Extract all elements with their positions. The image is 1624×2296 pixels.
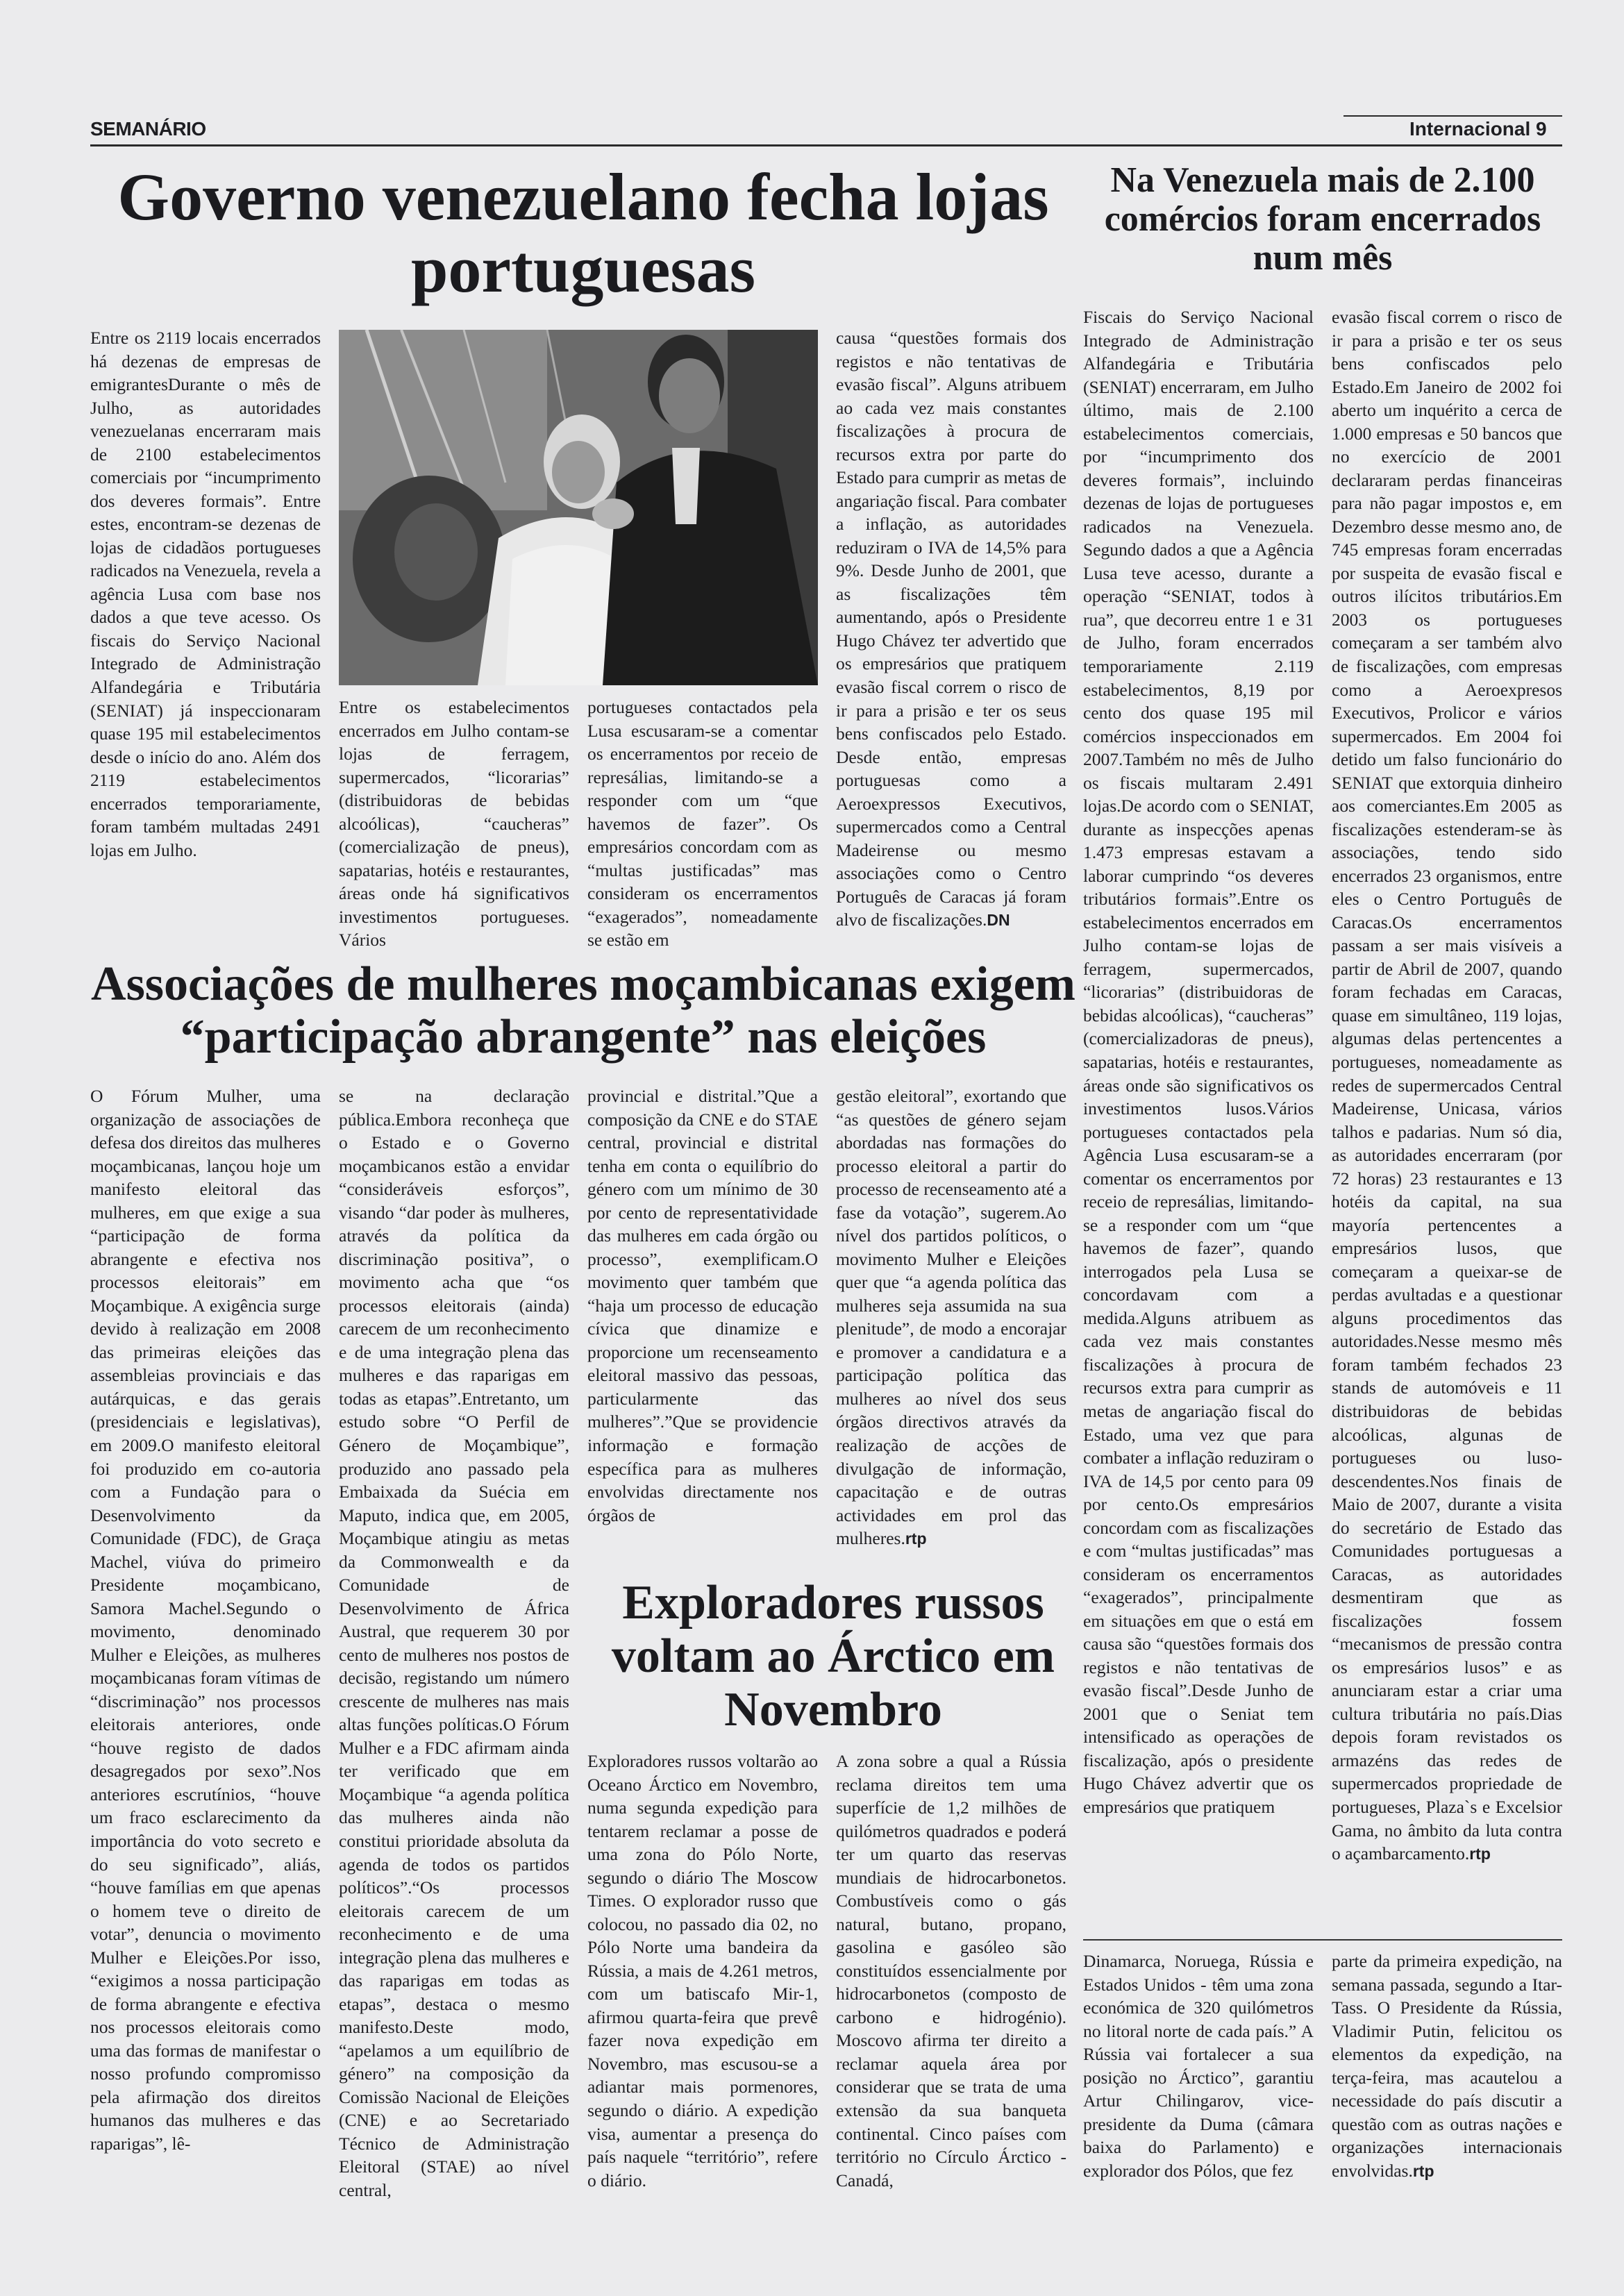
photo-illustration: [339, 330, 818, 685]
article-venezuela-text-3: portugueses contactados pela Lusa escusaram-se a comentar os encerramentos por receio de represálias, limitando-se a responder com um “que havemos de fazer”. Os empresários concordam com as “multas justificadas” mas consideram os encerramentos “exagerados”, nomeadamente se estão em: [587, 697, 818, 950]
article-mozambique-text-4-body: gestão eleitoral”, exortando que “as questões de género sejam abordadas nas formações do processo eleitoral a partir do processo de recenseamento até a fase da votação”, sugerem.Ao nível dos partidos políticos, o movimento Mulher e Eleições quer que “a agenda política das mulheres seja assumida na sua plenitude”, de modo a encorajar e promover a candidatura e a participação política das mulheres ao nível dos seus órgãos directivos através da realização de acções de divulgação de informação, capacitação e de outras actividades em prol das mulheres.: [836, 1086, 1066, 1549]
article-arctic-signature: rtp: [1412, 2161, 1434, 2180]
article-arctic-column-3: [1083, 1950, 1314, 2182]
article-mozambique-text-3: provincial e distrital.”Que a composição da CNE e do STAE central, provincial e distrital tenha em conta o equilíbrio do género com um mínimo de 30 por cento de representatividade das mulheres em cada órgão ou processo”, exemplificam.O movimento quer também que “haja um processo de educação cívica que dinamize e proporcione um recenseamento eleitoral massivo das pessoas, particularmente das mulheres”.”Que se providencie informação e formação específica para as mulheres envolvidas directamente nos órgãos de: [587, 1086, 818, 1525]
article-venezuela-sidebar-column-1: [1083, 305, 1314, 1819]
article-venezuela-column-1: [90, 326, 321, 862]
article-venezuela-headline: Governo venezuelano fecha lojas portuguesas: [117, 160, 1049, 306]
article-venezuela-text-4-body: causa “questões formais dos registos e não tentativas de evasão fiscal”. Alguns atribuem ao cada vez mais constantes fiscalizações à procura de recursos extra por parte do Estado para cumprir as metas de angariação fiscal. Para combater a inflação, as autoridades reduziram o IVA de 14,5% para 9%. Desde Junho de 2001, que as fiscalizações têm aumentando, após o Presidente Hugo Chávez ter advertido que os empresários que pratiquem evasão fiscal correm o risco de ir para a prisão e ter os seus bens confiscados pelo Estado. Desde então, empresas portuguesas como a Aeroexpressos Executivos, supermercados como a Central Madeirense ou mesmo associações como o Centro Português de Caracas já foram alvo de fiscalizações.: [836, 328, 1066, 930]
news-photo: [339, 330, 818, 685]
article-venezuela-sidebar-text-2: [1332, 305, 1562, 1866]
article-venezuela-column-4: [836, 326, 1066, 932]
article-mozambique-headline: Associações de mulheres moçambicanas exigem “participação abrangente” nas eleições: [91, 957, 1075, 1064]
header-rule: [90, 144, 1562, 146]
article-venezuela-signature: DN: [987, 911, 1010, 930]
article-venezuela-sidebar-column-2: [1332, 305, 1562, 1866]
article-arctic-column-1: [587, 1750, 818, 2192]
article-venezuela-sidebar-headline: Na Venezuela mais de 2.100 comércios foram encerrados num mês: [1104, 160, 1541, 278]
article-venezuela-sidebar-text-2-body: evasão fiscal correm o risco de ir para a prisão e ter os seus bens confiscados pelo Estado.Em Janeiro de 2002 foi aberto um inquérito a cerca de 1.000 empresas e 50 bancos que no exercício de 2001 declararam perdas financeiras para não pagar impostos e, em Dezembro desse mesmo ano, de 745 empresas foram encerradas por suspeita de evasão fiscal e outros ilícitos tributários.Em 2003 os portugueses começaram a ser também alvo de fiscalizações, com empresas como a Aeroexpresos Executivos, Prolicor e vários supermercados. Em 2004 foi detido um falso funcionário do SENIAT que extorquia dinheiro aos comerciantes.Em 2005 as fiscalizações estenderam-se às associações, tendo sido encerrados 23 organismos, entre eles o Centro Português de Caracas.Os encerramentos passam a ser mais visíveis a partir de Abril de 2007, quando foram fechadas em Caracas, quase em simultâneo, 119 lojas, algumas delas pertencentes a portugueses, nomeadamente as redes de supermercados Central Madeirense, Unicasa, vários talhos e padarias. Num só dia, as autoridades encerraram (por 72 horas) 23 restaurantes e 13 hotéis da capital, na sua mayoría pertencentes a empresários lusos, que começaram a queixar-se de perdas avultadas e a questionar alguns procedimentos das autoridades.Nesse mesmo mês foram também fechados 23 stands de automóveis e 11 distribuidoras de bebidas alcoólicas, algunas de portugueses ou luso-descendentes.Nos finais de Maio de 2007, durante a visita do secretário de Estado das Comunidades portuguesas a Caracas, as autoridades desmentiram que as fiscalizações fossem “mecanismos de pressão contra os empresários lusos” e as anunciaram estar a criar uma cultura tributária no país.Dias depois foram revistados os armazéns das redes de supermercados propriedade de portugueses, Plaza`s e Excelsior Gama, no âmbito da luta contra o açambarcamento.: [1332, 307, 1562, 1864]
article-mozambique-column-4: [836, 1084, 1066, 1550]
article-arctic-text-4: [1332, 1950, 1562, 2182]
article-arctic-column-2: [836, 1750, 1066, 2192]
article-arctic-headline: Exploradores russos voltam ao Árctico em Novembro: [611, 1576, 1055, 1736]
article-arctic-column-4: [1332, 1950, 1562, 2182]
article-mozambique-text-1: O Fórum Mulher, uma organização de associações de defesa dos direitos das mulheres moçambicanas, lançou hoje um manifesto eleitoral das mulheres, em que exige a sua “participação de forma abrangente e efectiva nos processos eleitorais” em Moçambique. A exigência surge devido à realização em 2008 das primeiras eleições das assembleias provinciais e das autárquicas, e das gerais (presidenciais e legislativas), em 2009.O manifesto eleitoral foi produzido em co-autoria com a Fundação para o Desenvolvimento da Comunidade (FDC), de Graça Machel, viúva do primeiro Presidente moçambicano, Samora Machel.Segundo o movimento, denominado Mulher e Eleições, as mulheres moçambicanas foram vítimas de “discriminação” nos processos eleitorais anteriores, onde “houve registo de dados desagregados por sexo”.Nos anteriores escrutínios, “houve um fraco esclarecimento da importância do voto secreto e do seu significado”, aliás, “houve famílias em que apenas o homem teve o direito de votar”, denuncia o movimento Mulher e Eleições.Por isso, “exigimos a nossa participação de forma abrangente e efectiva nos processos eleitorais como uma das formas de manifestar o nosso profundo compromisso pela afirmação dos direitos humanos das mulheres e das raparigas”, lê-: [90, 1086, 321, 2154]
article-separator: [1083, 1939, 1562, 1941]
article-mozambique-column-1: [90, 1084, 321, 2155]
article-venezuela-text-1: Entre os 2119 locais encerrados há dezenas de empresas de emigrantesDurante o mês de Julho, as autoridades venezuelanas encerraram mais de 2100 estabelecimentos comerciais por “incumprimento dos deveres formais”. Entre estes, encontram-se dezenas de lojas de cidadãos portugueses radicados na Venezuela, revela a agência Lusa com base nos dados a que teve acesso. Os fiscais do Serviço Nacional Integrado de Administração Alfandegária e Tributária (SENIAT) já inspeccionaram quase 195 mil estabelecimentos desde o início do ano. Além dos 2119 estabelecimentos encerrados temporariamente, foram também multadas 2491 lojas em Julho.: [90, 328, 321, 860]
article-venezuela-sidebar-text-1: Fiscais do Serviço Nacional Integrado de Administração Alfandegária e Tributária (SENIAT) encerraram, em Julho último, mais de 2.100 estabelecimentos comerciais, por “incumprimento dos deveres formais”, incluindo dezenas de lojas de portugueses radicados na Venezuela. Segundo dados a que a Agência Lusa teve acesso, durante a operação “SENIAT, todos à rua”, que decorreu entre 1 e 31 de Julho, foram encerrados temporariamente 2.119 estabelecimentos, 8,19 por cento dos quase 195 mil comércios inspeccionados em 2007.Também no mês de Julho os fiscais multaram 2.491 lojas.De acordo com o SENIAT, durante as inspecções apenas 1.473 empresas estavam a laborar cumprindo “os deveres tributários formais”.Entre os estabelecimentos encerrados em Julho contam-se lojas de ferragem, supermercados, “licorarias” (distribuidoras de bebidas alcoólicas), “caucheras” (comercializadoras de pneus), sapatarias, hotéis e restaurantes, áreas onde são significativos os investimentos lusos.Vários portugueses contactados pela Agência Lusa escusaram-se a comentar os encerramentos por receio de represálias, limitando-se a responder com um “que havemos de fazer”, quando interrogados pela Lusa se concordavam com a medida.Alguns atribuem as cada vez mais constantes fiscalizações à procura de recursos extra para cumprir as metas de angariação fiscal do Estado, uma vez que para combater a inflação reduziram o IVA de 14,5 por cento para 09 por cento.Os empresários concordam com as fiscalizações e com “multas justificadas” mas consideram os encerramentos “exagerados”, principalmente em situações em que o está em causa são “questões formais dos registos e não tentativas de evasão fiscal”.Desde Junho de 2001 que o Seniat tem intensificado as operações de fiscalização, após o presidente Hugo Chávez advertir que os empresários que pratiquem: [1083, 307, 1314, 1817]
article-venezuela-column-2: [339, 696, 569, 952]
article-mozambique-column-2: [339, 1084, 569, 2202]
article-mozambique-column-3: [587, 1084, 818, 1527]
article-arctic-text-2: A zona sobre a qual a Rússia reclama direitos tem uma superfície de 1,2 milhões de quilómetros quadrados e poderá ter um quarto das reservas mundiais de hidrocarbonetos. Combustíveis como o gás natural, butano, propano, gasolina e gasóleo são constituídos essencialmente por hidrocarbonetos (composto de carbono e hidrogénio). Moscovo afirma ter direito a reclamar aquela área por considerar que se trata de uma extensão da sua banqueta continental. Cinco países com território no Círculo Árctico - Canadá,: [836, 1751, 1066, 2190]
article-mozambique-signature: rtp: [905, 1530, 927, 1548]
newspaper-section-label: SEMANÁRIO: [90, 118, 206, 140]
article-arctic-text-1: Exploradores russos voltarão ao Oceano Árctico em Novembro, numa segunda expedição para tentarem reclamar a posse de uma zona do Pólo Norte, segundo o diário The Moscow Times. O explorador russo que colocou, no passado dia 02, no Pólo Norte uma bandeira da Rússia, a mais de 4.261 metros, com um batiscafo Mir-1, afirmou quarta-feira que prevê fazer nova expedição em Novembro, mas escusou-se a adiantar mais pormenores, segundo o diário. A expedição visa, aumentar a presença do país naquele “território”, refere o diário.: [587, 1751, 818, 2190]
article-venezuela-sidebar-signature: rtp: [1469, 1845, 1491, 1863]
article-venezuela-column-3: [587, 696, 818, 952]
article-venezuela-text-4: [836, 326, 1066, 932]
header-rule-right: [1343, 115, 1562, 117]
article-mozambique-text-4: [836, 1084, 1066, 1550]
page-section-label: Internacional 9: [1409, 118, 1547, 140]
article-mozambique-text-2: se na declaração pública.Embora reconheça que o Estado e o Governo moçambicanos estão a envidar “consideráveis esforços”, visando “dar poder às mulheres, através da política da discriminação positiva”, o movimento acha que “os processos eleitorais (ainda) carecem de um reconhecimento e de uma integração plena das mulheres e das raparigas em todas as etapas”.Entretanto, um estudo sobre “O Perfil de Género de Moçambique”, produzido ano passado pela Embaixada da Suécia em Maputo, indica que, em 2005, Moçambique atingiu as metas da Commonwealth e da Comunidade de Desenvolvimento de África Austral, que requerem 30 por cento de mulheres nos postos de decisão, registando um número crescente de mulheres nas mais altas funções políticas.O Fórum Mulher e a FDC afirmam ainda ter verificado que em Moçambique “a agenda política das mulheres ainda não constitui prioridade absoluta da agenda de todos os partidos políticos”.“Os processos eleitorais carecem de um reconhecimento e de uma integração plena das mulheres e das raparigas em todas as etapas”, destaca o mesmo manifesto.Deste modo, “apelamos a um equilíbrio de género” na composição da Comissão Nacional de Eleições (CNE) e ao Secretariado Técnico de Administração Eleitoral (STAE) ao nível central,: [339, 1086, 569, 2200]
article-arctic-text-4-body: parte da primeira expedição, na semana passada, segundo a Itar-Tass. O Presidente da Rússia, Vladimir Putin, felicitou os elementos da expedição, na terça-feira, mas acautelou a necessidade do país discutir a questão com as outras nações e organizações internacionais envolvidas.: [1332, 1951, 1562, 2181]
article-arctic-text-3: Dinamarca, Noruega, Rússia e Estados Unidos - têm uma zona económica de 320 quilómetros no litoral norte de cada país.” A Rússia vai fortalecer a sua posição no Árctico”, garantiu Artur Chilingarov, vice-presidente da Duma (câmara baixa do Parlamento) e explorador dos Pólos, que fez: [1083, 1951, 1314, 2181]
article-venezuela-text-2: Entre os estabelecimentos encerrados em Julho contam-se lojas de ferragem, supermercados, “licorarias” (distribuidoras de bebidas alcoólicas), “caucheras” (comercialização de pneus), sapatarias, hotéis e restaurantes, áreas onde há significativos investimentos portugueses. Vários: [339, 697, 569, 950]
